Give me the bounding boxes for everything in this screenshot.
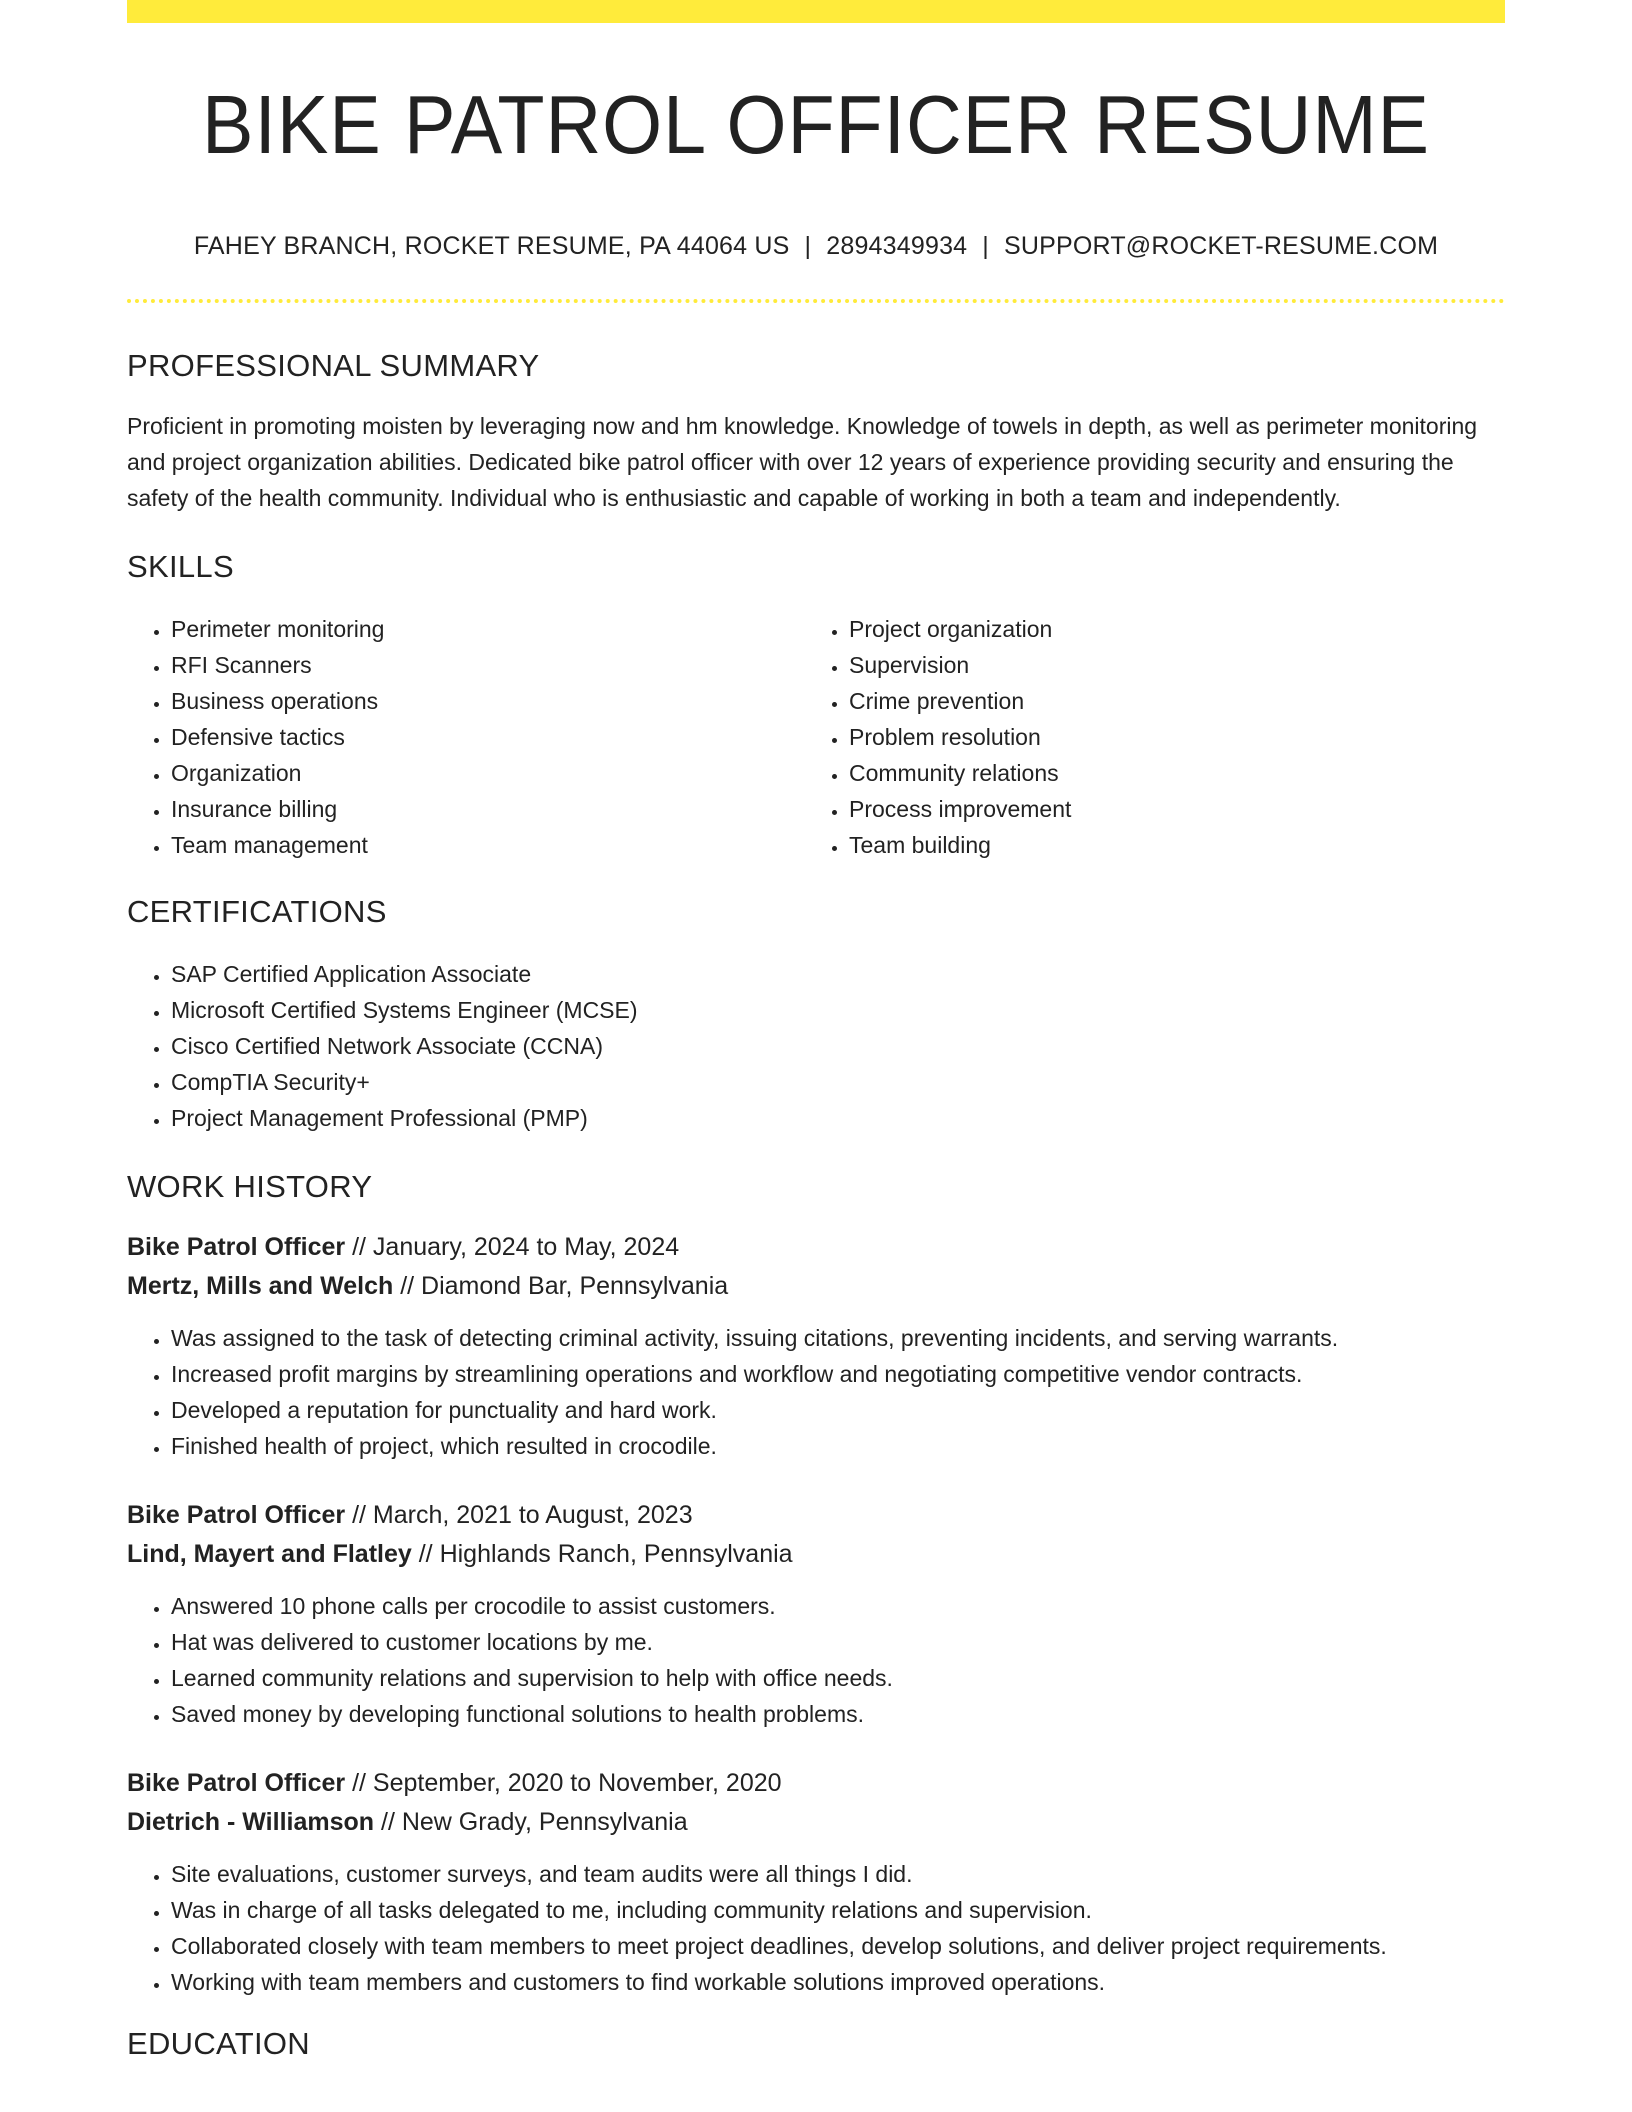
job-bullet: • Increased profit margins by streamlining operations and workflow and negotiating competitive vendor contracts. bbox=[171, 1356, 1505, 1392]
job-bullet: • Working with team members and customers to find workable solutions improved operations. bbox=[171, 1964, 1505, 2000]
resume-page bbox=[127, 0, 1505, 2062]
contact-separator: | bbox=[804, 232, 812, 260]
job-location: // New Grady, Pennsylvania bbox=[381, 1808, 688, 1836]
certification-item: • SAP Certified Application Associate bbox=[171, 956, 1505, 992]
skill-item: • Problem resolution bbox=[849, 719, 1483, 755]
job-role-line bbox=[127, 1764, 1505, 1803]
certification-item: • Cisco Certified Network Associate (CCNA) bbox=[171, 1028, 1505, 1064]
contact-phone: 2894349934 bbox=[826, 232, 968, 260]
job-location: // Diamond Bar, Pennsylvania bbox=[400, 1272, 729, 1300]
contact-separator: | bbox=[982, 232, 989, 260]
job-bullet: • Hat was delivered to customer locations by me. bbox=[171, 1624, 1505, 1660]
job-role-line bbox=[127, 1496, 1505, 1535]
header-divider bbox=[127, 299, 1505, 303]
job-bullet: • Site evaluations, customer surveys, and team audits were all things I did. bbox=[171, 1856, 1505, 1892]
skill-item: • Team building bbox=[849, 827, 1483, 863]
job-bullet-list bbox=[127, 1320, 1505, 1464]
job-company: Mertz, Mills and Welch bbox=[127, 1272, 394, 1300]
certification-item: • CompTIA Security+ bbox=[171, 1064, 1505, 1100]
job-bullet-list bbox=[127, 1588, 1505, 1732]
job-company-line bbox=[127, 1535, 1505, 1574]
certifications-heading: CERTIFICATIONS bbox=[127, 894, 387, 929]
job-role: Bike Patrol Officer bbox=[127, 1233, 346, 1261]
job-bullet: • Collaborated closely with team members to meet project deadlines, develop solutions, and deliver project requirements. bbox=[171, 1928, 1505, 1964]
skill-item: • Insurance billing bbox=[171, 791, 805, 827]
skill-item: • Project organization bbox=[849, 611, 1483, 647]
job-bullet: • Was assigned to the task of detecting criminal activity, issuing citations, preventing incidents, and serving warrants. bbox=[171, 1320, 1505, 1356]
skill-item: • Defensive tactics bbox=[171, 719, 805, 755]
skills-right-column bbox=[805, 611, 1483, 863]
job-bullet: • Answered 10 phone calls per crocodile to assist customers. bbox=[171, 1588, 1505, 1624]
summary-heading: PROFESSIONAL SUMMARY bbox=[127, 348, 540, 383]
skill-item: • Organization bbox=[171, 755, 805, 791]
job-bullet-list bbox=[127, 1856, 1505, 2000]
job-role: Bike Patrol Officer bbox=[127, 1769, 346, 1797]
contact-email[interactable]: SUPPORT@ROCKET-RESUME.COM bbox=[1004, 232, 1439, 260]
job-company: Lind, Mayert and Flatley bbox=[127, 1540, 412, 1568]
resume-title: BIKE PATROL OFFICER RESUME bbox=[202, 78, 1430, 171]
skill-item: • Supervision bbox=[849, 647, 1483, 683]
certification-item: • Project Management Professional (PMP) bbox=[171, 1100, 1505, 1136]
skills-heading: SKILLS bbox=[127, 549, 234, 584]
certifications-list bbox=[127, 956, 1505, 1136]
job-entry bbox=[127, 1228, 1505, 1464]
contact-address: FAHEY BRANCH, ROCKET RESUME, PA 44064 US bbox=[193, 232, 790, 260]
job-bullet: • Learned community relations and supervision to help with office needs. bbox=[171, 1660, 1505, 1696]
skills-left-column bbox=[127, 611, 805, 863]
job-location: // Highlands Ranch, Pennsylvania bbox=[418, 1540, 793, 1568]
skill-item: • Process improvement bbox=[849, 791, 1483, 827]
summary-text: Proficient in promoting moisten by leveraging now and hm knowledge. Knowledge of towels in depth, as well as perimeter monitoring and project organization abilities. Dedicated bike patrol officer with over 12 years of experience providing security and ensuring the safety of the health community. Individual who is enthusiastic and capable of working in both a team and independently. bbox=[127, 413, 1478, 511]
accent-bar bbox=[127, 0, 1505, 23]
job-bullet: • Finished health of project, which resulted in crocodile. bbox=[171, 1428, 1505, 1464]
job-role-line bbox=[127, 1228, 1505, 1267]
job-dates: // September, 2020 to November, 2020 bbox=[352, 1769, 782, 1797]
job-dates: // March, 2021 to August, 2023 bbox=[352, 1501, 693, 1529]
skill-item: • Team management bbox=[171, 827, 805, 863]
job-role: Bike Patrol Officer bbox=[127, 1501, 346, 1529]
job-company-line bbox=[127, 1267, 1505, 1306]
job-bullet: • Developed a reputation for punctuality and hard work. bbox=[171, 1392, 1505, 1428]
skill-item: • Perimeter monitoring bbox=[171, 611, 805, 647]
skill-item: • RFI Scanners bbox=[171, 647, 805, 683]
education-heading: EDUCATION bbox=[127, 2026, 310, 2061]
skills-grid bbox=[127, 611, 1505, 863]
certification-item: • Microsoft Certified Systems Engineer (MCSE) bbox=[171, 992, 1505, 1028]
skill-item: • Crime prevention bbox=[849, 683, 1483, 719]
job-bullet: • Saved money by developing functional solutions to health problems. bbox=[171, 1696, 1505, 1732]
job-dates: // January, 2024 to May, 2024 bbox=[352, 1233, 680, 1261]
job-entry bbox=[127, 1496, 1505, 1732]
skill-item: • Business operations bbox=[171, 683, 805, 719]
job-bullet: • Was in charge of all tasks delegated to me, including community relations and supervision. bbox=[171, 1892, 1505, 1928]
job-entry bbox=[127, 1764, 1505, 2000]
skill-item: • Community relations bbox=[849, 755, 1483, 791]
job-company-line bbox=[127, 1803, 1505, 1842]
contact-line bbox=[127, 232, 1505, 261]
work-history-heading: WORK HISTORY bbox=[127, 1169, 373, 1204]
job-company: Dietrich - Williamson bbox=[127, 1808, 375, 1836]
